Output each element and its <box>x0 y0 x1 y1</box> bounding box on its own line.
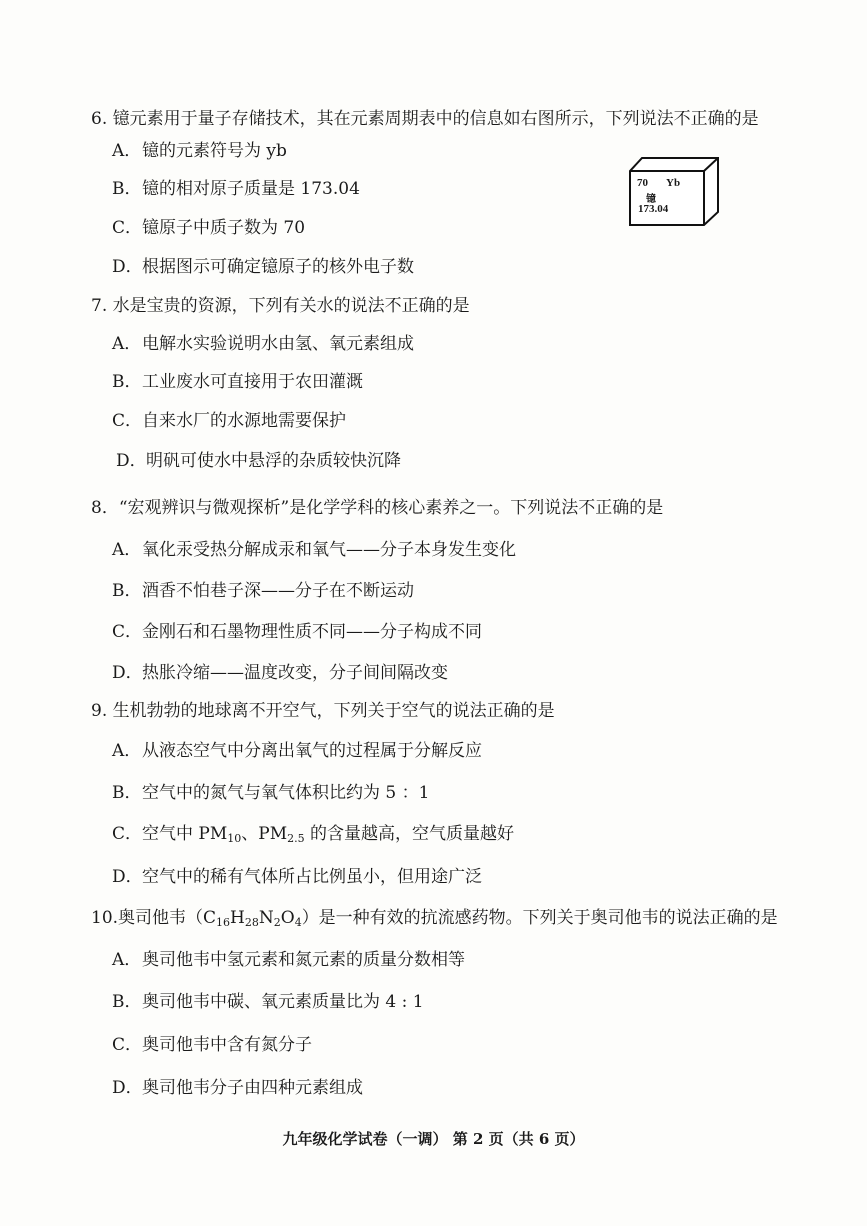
element-name: 镱 <box>646 194 656 205</box>
option-letter: A． <box>112 741 142 761</box>
subscript: 2 <box>273 916 281 929</box>
atomic-mass: 173.04 <box>638 203 669 215</box>
option-text: 热胀冷缩——温度改变，分子间间隔改变 <box>142 663 448 683</box>
question-8-option-c <box>112 621 482 643</box>
option-letter: B． <box>112 783 142 803</box>
question-9-option-a <box>112 740 482 762</box>
option-letter: B． <box>112 179 142 199</box>
question-8-option-d <box>112 662 448 684</box>
question-10-stem <box>91 907 778 929</box>
option-text: 自来水厂的水源地需要保护 <box>142 411 346 431</box>
text-part: 10.奥司他韦（C <box>91 908 217 928</box>
option-text: 从液态空气中分离出氧气的过程属于分解反应 <box>142 741 482 761</box>
option-letter: D． <box>116 451 147 471</box>
question-9-stem: 9. 生机勃勃的地球离不开空气，下列关于空气的说法正确的是 <box>91 701 555 721</box>
question-6-option-c <box>112 217 305 239</box>
text-part: H <box>230 908 245 928</box>
element-card-ytterbium <box>628 156 720 226</box>
option-letter: C． <box>112 1035 143 1055</box>
cube-outline <box>628 156 720 226</box>
option-letter: C． <box>112 824 143 844</box>
option-text: 奥司他韦分子由四种元素组成 <box>142 1078 363 1098</box>
option-text: 空气中的稀有气体所占比例虽小，但用途广泛 <box>142 867 482 887</box>
option-letter: A． <box>112 334 142 354</box>
question-9-option-b <box>112 782 429 804</box>
option-letter: D． <box>112 257 143 277</box>
text-part: ）是一种有效的抗流感药物。下列关于奥司他韦的说法正确的是 <box>301 908 778 928</box>
option-letter: C． <box>112 622 143 642</box>
question-9-option-d <box>112 866 482 888</box>
question-7-option-a <box>112 333 414 355</box>
option-letter: A． <box>112 141 142 161</box>
option-letter: A． <box>112 540 142 560</box>
option-letter: D． <box>112 663 143 683</box>
subscript: 2.5 <box>287 832 305 845</box>
question-8-stem: 8．“宏观辨识与微观探析”是化学学科的核心素养之一。下列说法不正确的是 <box>91 498 664 518</box>
question-6-option-d <box>112 256 414 278</box>
option-text: 电解水实验说明水由氢、氧元素组成 <box>142 334 414 354</box>
option-text: 工业废水可直接用于农田灌溉 <box>142 372 363 392</box>
option-letter: B． <box>112 992 142 1012</box>
question-10-option-b <box>112 991 424 1013</box>
option-letter: B． <box>112 372 142 392</box>
question-6-option-a <box>112 140 287 162</box>
question-9-option-c <box>112 823 514 845</box>
page-footer: 九年级化学试卷（一调） 第 2 页（共 6 页） <box>282 1130 585 1148</box>
option-text: 明矾可使水中悬浮的杂质较快沉降 <box>146 451 401 471</box>
option-text: 酒香不怕巷子深——分子在不断运动 <box>142 581 414 601</box>
question-7-option-c <box>112 410 346 432</box>
option-text <box>142 824 514 844</box>
question-8-option-b <box>112 580 414 602</box>
option-text: 镱的相对原子质量是 173.04 <box>142 179 360 199</box>
option-letter: C． <box>112 218 143 238</box>
option-text: 镱的元素符号为 yb <box>142 141 287 161</box>
subscript: 28 <box>244 916 259 929</box>
question-10-option-d <box>112 1077 363 1099</box>
text-part: 的含量越高，空气质量越好 <box>304 824 515 844</box>
question-7-option-d <box>116 450 401 472</box>
question-8-option-a <box>112 539 516 561</box>
text-part: O <box>280 908 295 928</box>
question-7-option-b <box>112 371 363 393</box>
subscript: 16 <box>216 916 231 929</box>
option-text: 空气中的氮气与氧气体积比约为 5 ：1 <box>142 783 430 803</box>
question-7-stem: 7. 水是宝贵的资源，下列有关水的说法不正确的是 <box>91 296 470 316</box>
question-10-option-a <box>112 949 465 971</box>
subscript: 10 <box>227 832 242 845</box>
option-letter: C． <box>112 411 143 431</box>
option-text: 根据图示可确定镱原子的核外电子数 <box>142 257 414 277</box>
question-6-option-b <box>112 178 360 200</box>
text-part: 、PM <box>241 824 288 844</box>
option-text: 氧化汞受热分解成汞和氧气——分子本身发生变化 <box>142 540 516 560</box>
question-6-stem: 6. 镱元素用于量子存储技术，其在元素周期表中的信息如右图所示，下列说法不正确的是 <box>91 109 759 129</box>
element-symbol: Yb <box>666 177 681 189</box>
atomic-number: 70 <box>637 177 648 189</box>
option-letter: B． <box>112 581 142 601</box>
option-text: 奥司他韦中氢元素和氮元素的质量分数相等 <box>142 950 465 970</box>
option-text: 镱原子中质子数为 70 <box>142 218 306 238</box>
text-part: 空气中 PM <box>142 824 228 844</box>
option-text: 奥司他韦中碳、氧元素质量比为 4 : 1 <box>142 992 424 1012</box>
subscript: 4 <box>294 916 302 929</box>
option-text: 奥司他韦中含有氮分子 <box>142 1035 312 1055</box>
question-10-option-c <box>112 1034 312 1056</box>
option-letter: D． <box>112 867 143 887</box>
option-text: 金刚石和石墨物理性质不同——分子构成不同 <box>142 622 482 642</box>
text-part: N <box>258 908 274 928</box>
option-letter: A． <box>112 950 142 970</box>
option-letter: D． <box>112 1078 143 1098</box>
